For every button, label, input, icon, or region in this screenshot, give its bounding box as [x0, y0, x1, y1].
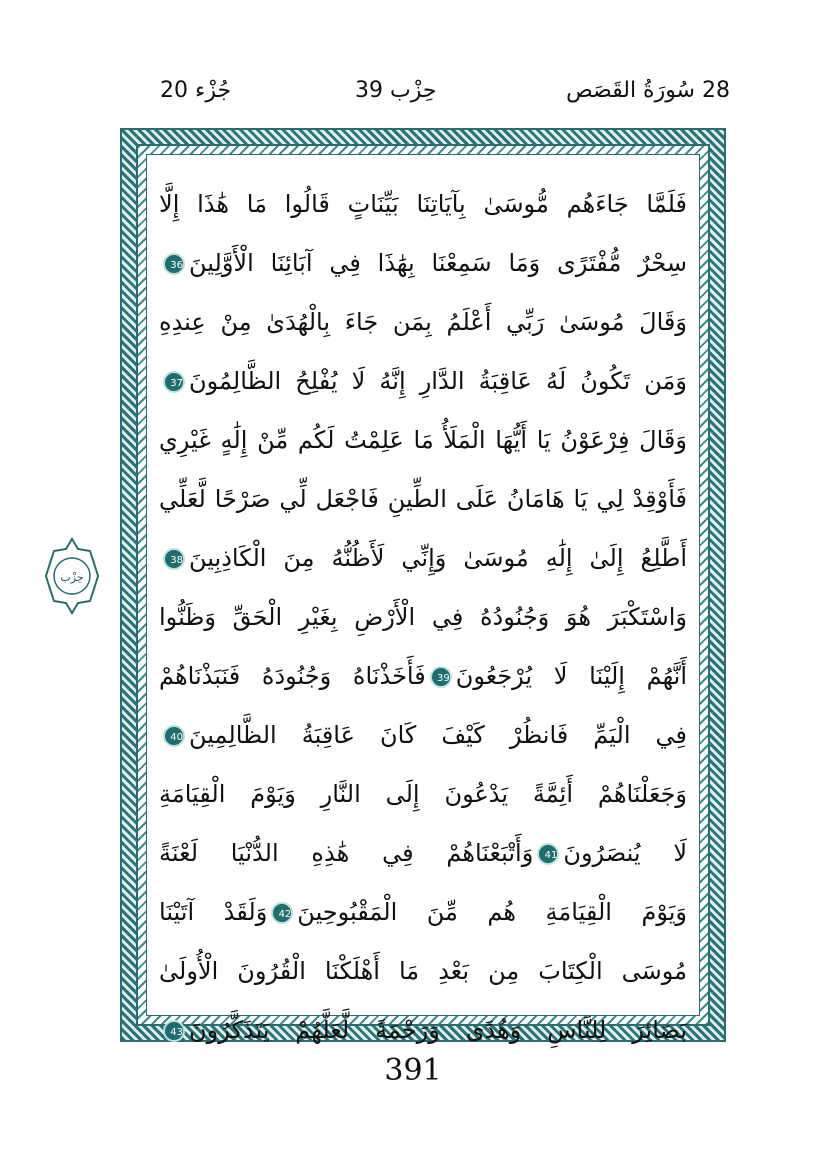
verse-text-continued: فَأَخَذْنَاهُ وَجُنُودَهُ فَنَبَذْنَاهُمْ: [159, 662, 426, 690]
verse-line: [159, 824, 687, 883]
verse-text: فَأَوْقِدْ لِي يَا هَامَانُ عَلَى الطِّينِ فَاجْعَل لِّي صَرْحًا لَّعَلِّي: [159, 485, 687, 513]
verse-text: فَلَمَّا جَاءَهُم مُّوسَىٰ بِآيَاتِنَا بَيِّنَاتٍ قَالُوا مَا هَٰذَا إِلَّا: [159, 190, 687, 218]
quran-text-area: [146, 154, 700, 1044]
verse-line: [159, 234, 687, 293]
surah-title: 28 سُورَةُ القَصَص: [566, 78, 730, 103]
verse-line: [159, 293, 687, 352]
verse-line: [159, 706, 687, 765]
ayah-number-marker: 37: [163, 371, 185, 393]
verse-line: [159, 647, 687, 706]
hizb-label: حِزْب 39: [355, 78, 437, 103]
frame-inner-border: [136, 144, 710, 1044]
verse-line: [159, 883, 687, 942]
verse-line: [159, 1001, 687, 1060]
verse-text: لَا يُنصَرُونَ: [563, 839, 687, 867]
verse-text: وَيَوْمَ الْقِيَامَةِ هُم مِّنَ الْمَقْبُوحِينَ: [297, 898, 687, 926]
verse-text: وَقَالَ فِرْعَوْنُ يَا أَيُّهَا الْمَلَأُ مَا عَلِمْتُ لَكُم مِّنْ إِلَٰهٍ غَيْرِي: [159, 426, 687, 454]
verse-text-continued: وَأَتْبَعْنَاهُمْ فِي هَٰذِهِ الدُّنْيَا لَعْنَةً: [159, 839, 534, 867]
verse-text: أَطَّلِعُ إِلَىٰ إِلَٰهِ مُوسَىٰ وَإِنِّي لَأَظُنُّهُ مِنَ الْكَاذِبِينَ: [189, 544, 687, 572]
ayah-number-marker: 43: [163, 1020, 185, 1042]
page-number: 391: [384, 1053, 442, 1088]
verse-text: وَمَن تَكُونُ لَهُ عَاقِبَةُ الدَّارِ إِنَّهُ لَا يُفْلِحُ الظَّالِمُونَ: [189, 367, 687, 395]
verse-lines: [159, 175, 687, 1060]
hizb-marker-ornament: [44, 537, 100, 615]
ayah-number-marker: 42: [271, 902, 293, 924]
verse-line: [159, 470, 687, 529]
juz-label: جُزْء 20: [160, 78, 232, 103]
verse-line: [159, 411, 687, 470]
verse-text: سِحْرٌ مُّفْتَرًى وَمَا سَمِعْنَا بِهَٰذَا فِي آبَائِنَا الْأَوَّلِينَ: [189, 249, 687, 277]
ornamental-frame: [120, 128, 726, 1042]
page-header: [150, 78, 730, 118]
verse-line: [159, 175, 687, 234]
ayah-number-marker: 40: [163, 725, 185, 747]
verse-text-continued: وَلَقَدْ آتَيْنَا: [159, 898, 268, 926]
verse-text: أَنَّهُمْ إِلَيْنَا لَا يُرْجَعُونَ: [455, 662, 687, 690]
verse-text: وَاسْتَكْبَرَ هُوَ وَجُنُودُهُ فِي الْأَرْضِ بِغَيْرِ الْحَقِّ وَظَنُّوا: [159, 603, 687, 631]
verse-text: بَصَائِرَ لِلنَّاسِ وَهُدًى وَرَحْمَةً لَّعَلَّهُمْ يَتَذَكَّرُونَ: [189, 1016, 687, 1044]
verse-text: وَقَالَ مُوسَىٰ رَبِّي أَعْلَمُ بِمَن جَاءَ بِالْهُدَىٰ مِنْ عِندِهِ: [159, 308, 687, 336]
ayah-number-marker: 38: [163, 548, 185, 570]
verse-line: [159, 588, 687, 647]
verse-line: [159, 529, 687, 588]
verse-line: [159, 765, 687, 824]
ayah-number-marker: 39: [430, 666, 452, 688]
verse-text: مُوسَى الْكِتَابَ مِن بَعْدِ مَا أَهْلَكْنَا الْقُرُونَ الْأُولَىٰ: [159, 957, 687, 985]
verse-line: [159, 942, 687, 1001]
verse-line: [159, 352, 687, 411]
ayah-number-marker: 36: [163, 253, 185, 275]
ayah-number-marker: 41: [537, 843, 559, 865]
verse-text: وَجَعَلْنَاهُمْ أَئِمَّةً يَدْعُونَ إِلَى النَّارِ وَيَوْمَ الْقِيَامَةِ: [159, 780, 687, 808]
ornament-label: حِزْب: [60, 571, 84, 584]
verse-text: فِي الْيَمِّ فَانظُرْ كَيْفَ كَانَ عَاقِبَةُ الظَّالِمِينَ: [189, 721, 687, 749]
ornament-medallion-icon: [44, 537, 100, 615]
